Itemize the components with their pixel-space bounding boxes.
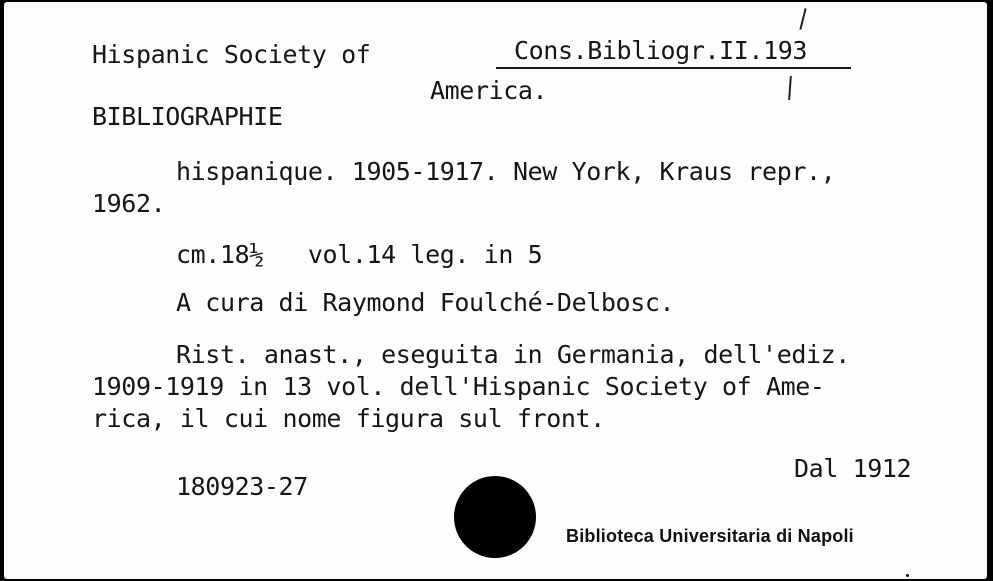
author-line-2: America. (430, 76, 548, 105)
pen-mark (799, 8, 806, 30)
title-line: hispanique. 1905-1917. New York, Kraus repr., (176, 157, 836, 186)
pen-mark (788, 76, 792, 100)
card-punch-hole (454, 476, 536, 558)
shelfmark-underline (496, 67, 851, 69)
ink-dot (906, 574, 909, 577)
author-line-1: Hispanic Society of (92, 40, 371, 69)
title-heading: BIBLIOGRAPHIE (92, 102, 283, 131)
catalog-card (4, 2, 987, 579)
since-date: Dal 1912 (794, 454, 912, 483)
inventory-number: 180923-27 (176, 472, 308, 501)
note-line: rica, il cui nome figura sul front. (92, 404, 605, 433)
shelfmark: Cons.Bibliogr.II.193 (514, 36, 808, 65)
note-line: Rist. anast., eseguita in Germania, dell'ediz. (176, 340, 850, 369)
physical-description: cm.18½ vol.14 leg. in 5 (176, 240, 543, 269)
library-stamp: Biblioteca Universitaria di Napoli (566, 526, 854, 546)
editor-note: A cura di Raymond Foulché-Delbosc. (176, 288, 675, 317)
note-line: 1909-1919 in 13 vol. dell'Hispanic Society of Ame- (92, 372, 825, 401)
title-line: 1962. (92, 189, 166, 218)
